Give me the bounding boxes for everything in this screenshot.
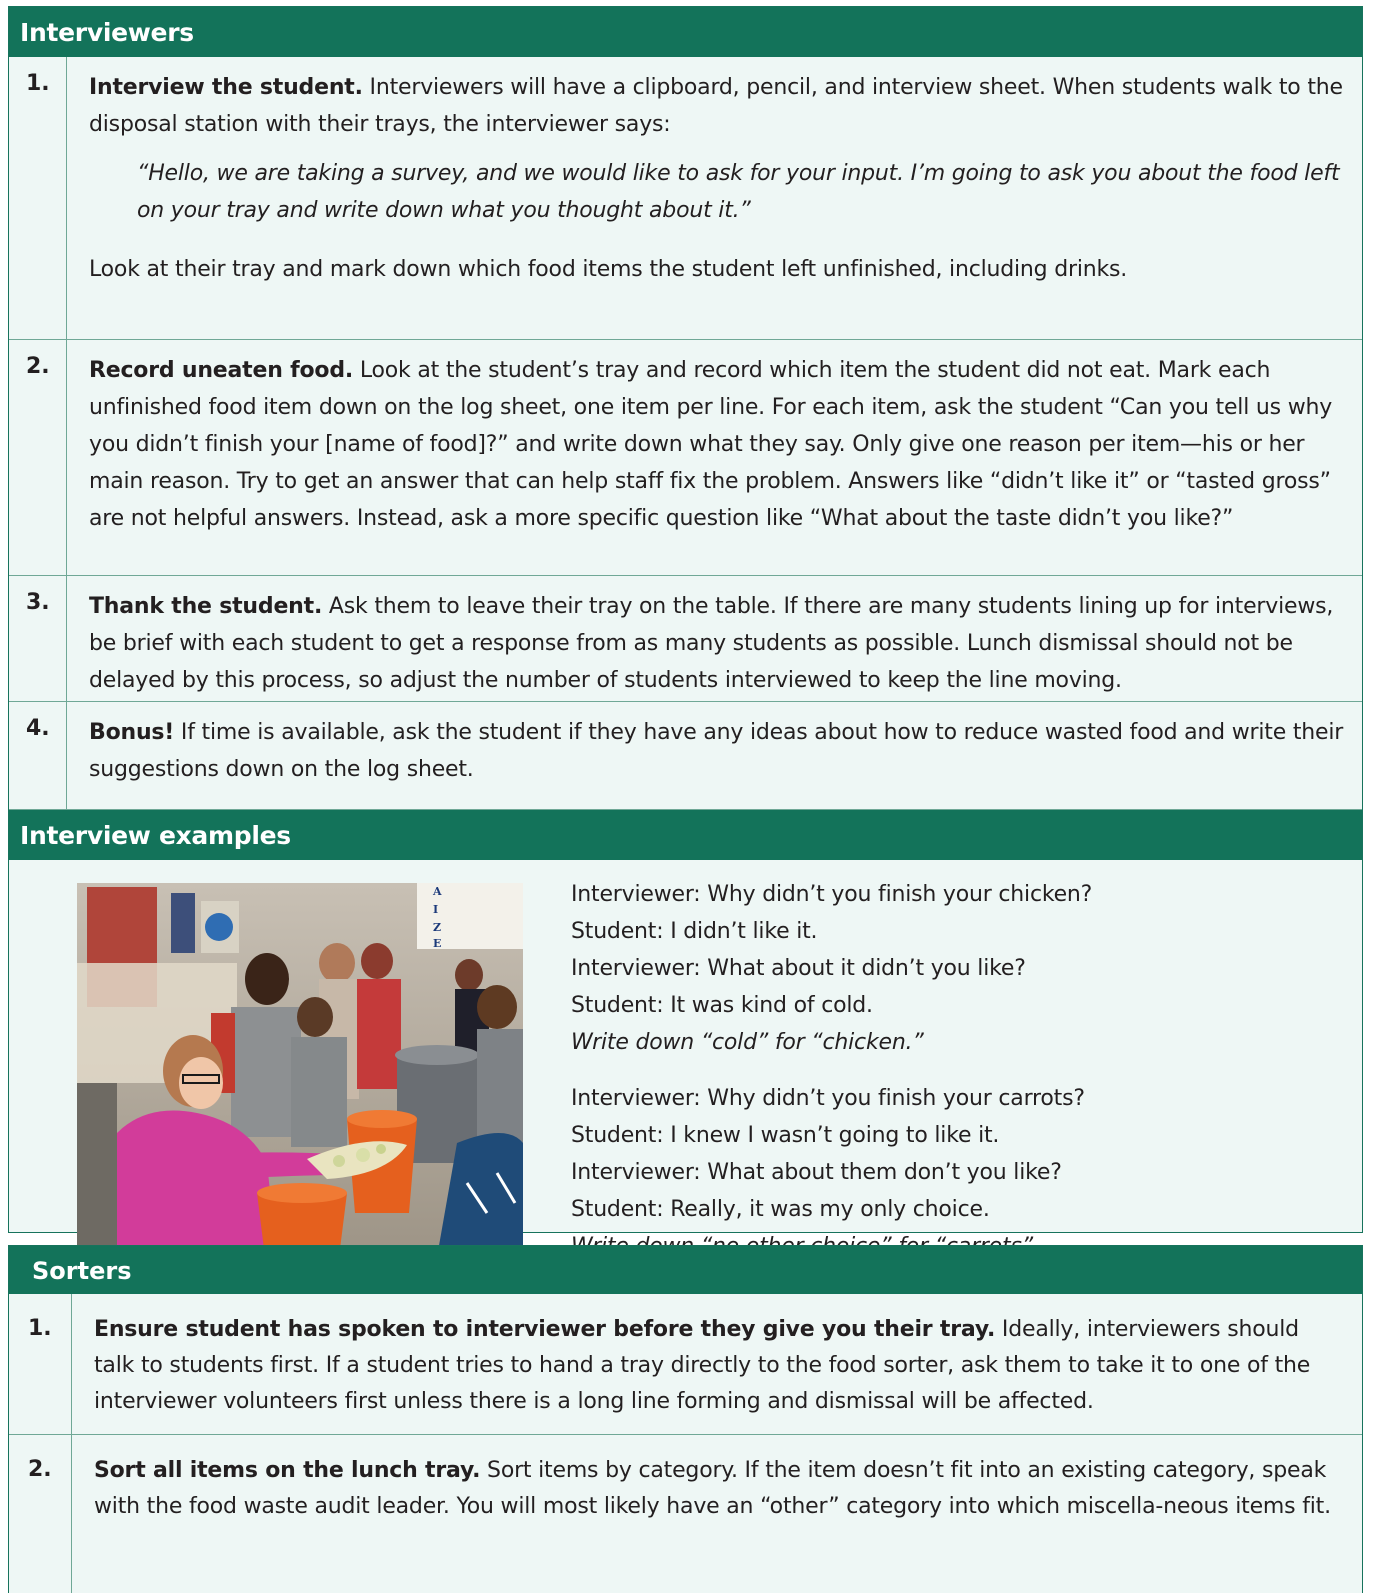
interview-script-quote: “Hello, we are taking a survey, and we would like to ask for your input. I’m going to ask you about the food left on your tray and write down what you thought about it.”	[137, 161, 1340, 223]
step-body: Ideally, interviewers should talk to students first. If a student tries to hand a tray directly to the food sorter, ask them to take it to one of the interviewer volunteers first unless there is a long line forming and dismissal will be affected.	[94, 1317, 1311, 1414]
step-text	[67, 340, 1362, 575]
dialog-line: Student: I knew I wasn’t going to like it.	[571, 1123, 1000, 1148]
table-row	[9, 340, 1362, 576]
sorters-header: Sorters	[9, 1246, 1362, 1294]
step-title: Ensure student has spoken to interviewer before they give you their tray.	[94, 1317, 996, 1342]
cafeteria-photo-illustration	[77, 883, 523, 1257]
examples-header: Interview examples	[9, 810, 1362, 860]
step-followup: Look at their tray and mark down which food items the student left unfinished, including drinks.	[89, 257, 1128, 282]
step-body: Interviewers will have a clipboard, pencil, and interview sheet. When students walk to the disposal station with their trays, the interviewer says:	[89, 75, 1343, 137]
step-text	[67, 576, 1362, 701]
step-body: Ask them to leave their tray on the table. If there are many students lining up for interviews, be brief with each student to get a response from as many students as possible. Lunch dismissal should not be delayed by this process, so adjust the number of students interviewed to keep the line moving.	[89, 594, 1334, 693]
interviewers-header: Interviewers	[9, 7, 1362, 57]
dialog-line: Student: It was kind of cold.	[571, 993, 873, 1018]
step-number: 1.	[9, 57, 67, 339]
table-row	[9, 57, 1362, 340]
examples-section	[9, 860, 1362, 1280]
step-number: 2.	[9, 340, 67, 575]
table-row	[9, 702, 1362, 810]
cafeteria-photo	[77, 883, 523, 1257]
step-body: Look at the student’s tray and record which item the student did not eat. Mark each unfinished food item down on the log sheet, one item per line. For each item, ask the student “Can you tell us why you didn’t finish your [name of food]?” and write down what they say. Only give one reason per item—his or her main reason. Try to get an answer that can help staff fix the problem. Answers like “didn’t like it” or “tasted gross” are not helpful answers. Instead, ask a more specific question like “What about the taste didn’t you like?”	[89, 358, 1333, 531]
step-text	[67, 57, 1362, 339]
table-row	[9, 1294, 1362, 1435]
dialog-line: Student: I didn’t like it.	[571, 919, 818, 944]
dialog-line: Student: Really, it was my only choice.	[571, 1197, 990, 1222]
step-title: Bonus!	[89, 720, 175, 745]
step-number: 4.	[9, 702, 67, 809]
dialog-line: Interviewer: What about them don’t you like?	[571, 1160, 1062, 1185]
step-title: Sort all items on the lunch tray.	[94, 1458, 481, 1483]
dialog-line: Interviewer: Why didn’t you finish your chicken?	[571, 882, 1093, 907]
step-number: 2.	[9, 1435, 72, 1593]
poster-letter: E	[433, 937, 442, 950]
dialog-line: Interviewer: What about it didn’t you like?	[571, 956, 1026, 981]
step-body: If time is available, ask the student if they have any ideas about how to reduce wasted food and write their suggestions down on the log sheet.	[89, 720, 1344, 782]
step-number: 3.	[9, 576, 67, 701]
step-title: Thank the student.	[89, 594, 323, 619]
dialog-line: Interviewer: Why didn’t you finish your carrots?	[571, 1086, 1085, 1111]
interview-examples-dialog	[571, 876, 1331, 1265]
step-text	[67, 702, 1362, 809]
interviewers-table	[8, 6, 1363, 1233]
table-row	[9, 576, 1362, 702]
dialog-gap	[571, 1061, 1331, 1080]
table-row	[9, 1435, 1362, 1593]
dialog-note: Write down “cold” for “chicken.”	[571, 1030, 924, 1055]
step-title: Interview the student.	[89, 75, 363, 100]
poster-letter: I	[433, 903, 439, 916]
poster-letter: Z	[433, 921, 442, 934]
step-text	[72, 1435, 1362, 1593]
step-number: 1.	[9, 1294, 72, 1434]
sorters-table	[8, 1245, 1363, 1593]
step-title: Record uneaten food.	[89, 358, 354, 383]
poster-letter: A	[433, 885, 442, 898]
step-text	[72, 1294, 1362, 1434]
step-body: Sort items by category. If the item doesn’t fit into an existing category, speak with the food waste audit leader. You will most likely have an “other” category into which miscella-neous items fit.	[94, 1458, 1331, 1519]
